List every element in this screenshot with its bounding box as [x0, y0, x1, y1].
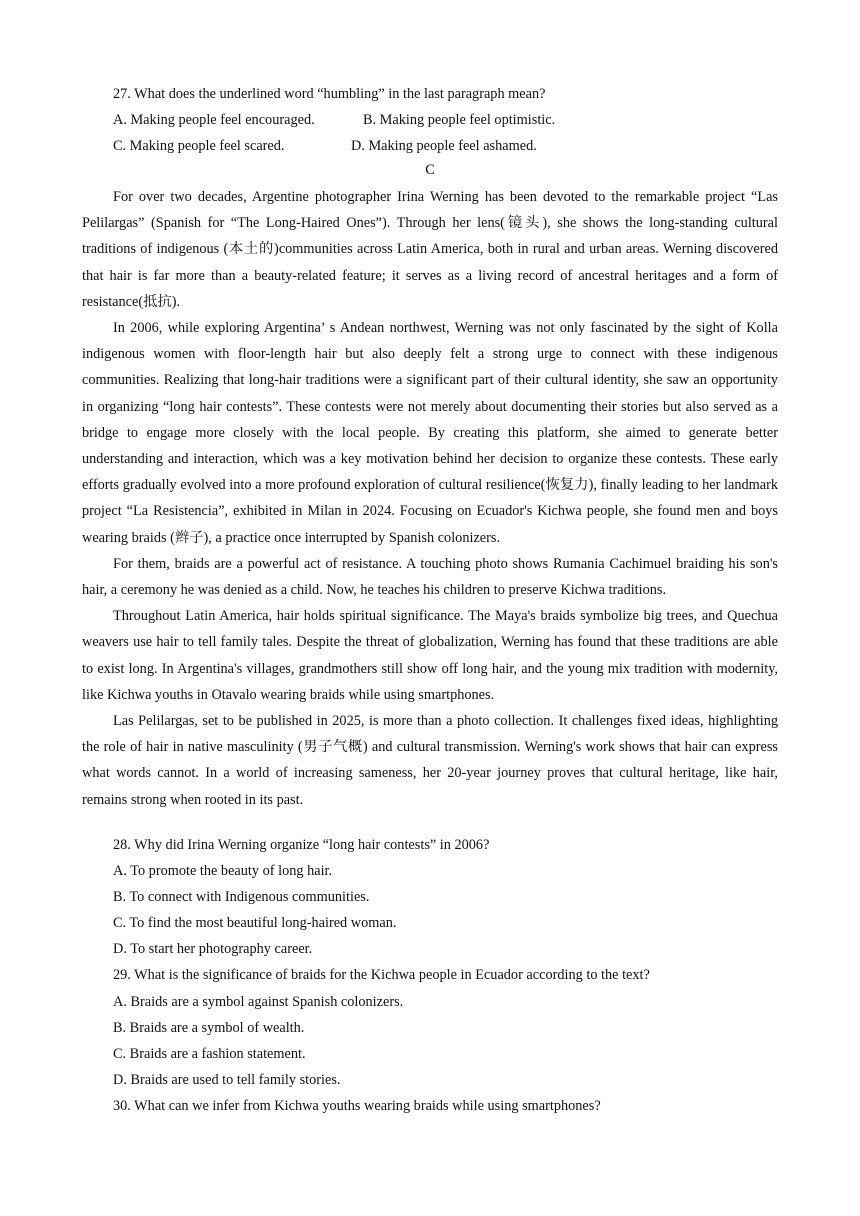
question-28-option-a: A. To promote the beauty of long hair.	[113, 863, 333, 880]
question-27-option-c: C. Making people feel scared.	[113, 138, 285, 154]
passage-paragraph: For them, braids are a powerful act of resistance. A touching photo shows Rumania Cachimuel braiding his son's hair, a ceremony he was denied as a child. Now, he teaches his children to preserve Kichwa traditions.	[82, 555, 778, 599]
passage-paragraph: For over two decades, Argentine photographer Irina Werning has been devoted to the remarkable project “Las Pelilargas” (Spanish for “The Long-Haired Ones”). Through her lens(镜头), she shows the long-standing cultural traditions of indigenous (本土的)communities across Latin America, both in rural and urban areas. Werning discovered that hair is far more than a beauty-related feature; it serves as a living record of ancestral heritages and a form of resistance(抵抗).	[82, 189, 778, 310]
passage-paragraph: In 2006, while exploring Argentina’ s Andean northwest, Werning was not only fascinated by the sight of Kolla indigenous women with floor-length hair but also deeply felt a strong urge to connect with these indigenous communities. Realizing that long-hair traditions were a significant part of their cultural identity, she saw an opportunity in organizing “long hair contests”. These contests were not merely about documenting their stories but also served as a bridge to engage more closely with the local people. By creating this platform, she aimed to generate better understanding and interaction, which was a key motivation behind her decision to organize these contests. These early efforts gradually evolved into a more profound exploration of cultural resilience(恢复力), finally leading to her landmark project “La Resistencia”, exhibited in Milan in 2024. Focusing on Ecuador's Kichwa people, she found men and boys wearing braids (辫子), a practice once interrupted by Spanish colonizers.	[82, 320, 778, 546]
question-27-option-b: B. Making people feel optimistic.	[363, 112, 556, 128]
questions-block	[82, 832, 782, 1119]
question-29-option-c: C. Braids are a fashion statement.	[113, 1045, 306, 1062]
question-28-option-c: C. To find the most beautiful long-haired woman.	[113, 915, 397, 932]
reading-passage	[82, 184, 778, 813]
question-29-option-a: A. Braids are a symbol against Spanish colonizers.	[113, 993, 404, 1010]
question-28-option-d: D. To start her photography career.	[113, 941, 313, 958]
question-28-stem: 28. Why did Irina Werning organize “long hair contests” in 2006?	[113, 837, 490, 853]
passage-paragraph: Las Pelilargas, set to be published in 2025, is more than a photo collection. It challenges fixed ideas, highlighting the role of hair in native masculinity (男子气概) and cultural transmission. Werning's work shows that hair can express what words cannot. In a world of increasing sameness, her 20-year journey proves that cultural heritage, like hair, remains strong when rooted in its past.	[82, 713, 778, 808]
section-label: C	[425, 162, 435, 178]
passage-paragraph: Throughout Latin America, hair holds spiritual significance. The Maya's braids symbolize big trees, and Quechua weavers use hair to tell family tales. Despite the threat of globalization, Werning has found that these traditions are able to exist long. In Argentina's villages, grandmothers still show off long hair, and the young mix tradition with modernity, like Kichwa youths in Otavalo wearing braids while using smartphones.	[82, 608, 778, 703]
question-29-stem: 29. What is the significance of braids for the Kichwa people in Ecuador according to the text?	[113, 967, 650, 984]
question-28-option-b: B. To connect with Indigenous communities.	[113, 889, 370, 906]
question-27-stem: 27. What does the underlined word “humbling” in the last paragraph mean?	[113, 86, 546, 102]
question-27	[82, 81, 782, 159]
question-29-option-d: D. Braids are used to tell family stories.	[113, 1071, 341, 1088]
question-29-option-b: B. Braids are a symbol of wealth.	[113, 1019, 305, 1036]
question-27-options-row-1	[82, 107, 782, 133]
question-27-options-row-2	[82, 133, 782, 159]
question-27-option-a: A. Making people feel encouraged.	[113, 112, 315, 128]
question-30-stem: 30. What can we infer from Kichwa youths wearing braids while using smartphones?	[113, 1097, 601, 1114]
question-27-option-d: D. Making people feel ashamed.	[351, 138, 537, 154]
